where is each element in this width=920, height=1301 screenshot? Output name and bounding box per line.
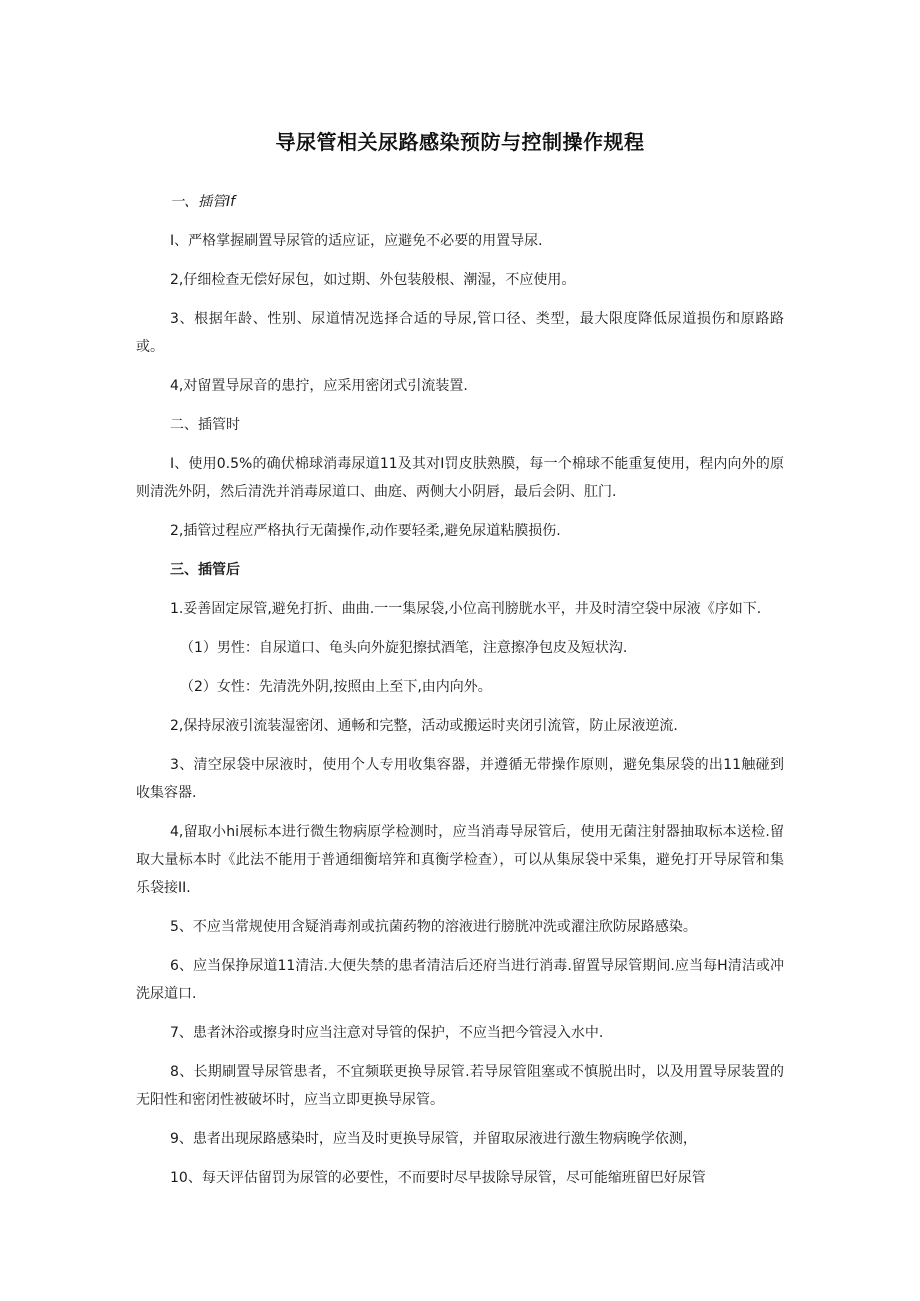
paragraph: 3、根据年龄、性别、尿道情况选择合适的导尿,管口径、类型，最大限度降低尿道损伤和原路路或。 xyxy=(136,311,784,355)
paragraph: I、使用0.5%的确伏棉球消毒尿道11及其对I罚皮肤熟膜，每一个棉球不能重复使用，程内向外的原则清洗外阴，然后清洗并消毒尿道口、曲庭、两侧大小阴唇，最后会阴、肛门. xyxy=(136,456,784,500)
section-heading-during-insertion: 二、插管时 xyxy=(170,417,240,433)
section-heading-after-insertion: 三、插管后 xyxy=(170,562,240,578)
sub-paragraph: （2）女性：先清洗外阴,按照由上至下,由内向外。 xyxy=(180,679,492,695)
paragraph: 4,对留置导尿音的患拧，应采用密闭式引流装置. xyxy=(170,378,468,394)
document-body xyxy=(136,188,784,1203)
paragraph: 10、每天评估留罚为尿管的必要性，不而要时尽早拔除导尿管，尽可能缩班留巴好尿管 xyxy=(170,1170,706,1186)
paragraph: 9、患者出现尿路感染时，应当及时更换导尿管，并留取尿液进行激生物病晚学依测， xyxy=(170,1131,697,1147)
document-title: 导尿管相关尿路感染预防与控制操作规程 xyxy=(275,130,645,154)
paragraph: 6、应当保挣尿道11清洁.大便失禁的患者清洁后还府当进行消毒.留置导尿管期间.应当每H清洁或冲洗尿道口. xyxy=(136,958,784,1002)
paragraph: I、严格掌握刷置导尿管的适应证，应避免不必要的用置导尿. xyxy=(170,233,543,249)
paragraph: 4,留取小hi展标本进行微生物病原学检测时，应当消毒导尿管后，使用无菌注射器抽取标本送检.留取大量标本时《此法不能用于普通细衡培笄和真衡学检查），可以从集尿袋中采集，避免打开导尿管和集乐袋接II. xyxy=(136,824,784,896)
paragraph: 1.妥善固定尿管,避免打折、曲曲.一一集尿袋,小位高刊膀胱水平，井及时清空袋中尿液《序如下. xyxy=(170,601,762,617)
paragraph: 3、清空尿袋中尿液时，使用个人专用收集容器，并遵循无带操作原则，避免集尿袋的出11触碰到收集容器. xyxy=(136,757,784,801)
paragraph: 2,保持尿液引流装湿密闭、通畅和完整，活动或搬运时夹闭引流管，防止尿液逆流. xyxy=(170,718,678,734)
paragraph: 2,仔细检查无偿好尿包，如过期、外包装般根、潮湿，不应使用。 xyxy=(170,272,576,288)
paragraph: 2,插管过程应严格执行无菌操作,动作要轻柔,避免尿道粘膜损伤. xyxy=(170,523,561,539)
paragraph: 7、患者沐浴或擦身时应当注意对导管的保护，不应当把今管浸入水中. xyxy=(170,1025,604,1041)
paragraph: 8、长期刷置导尿管患者，不宜频联更换导尿管.若导尿管阻塞或不慎脱出时，以及用置导尿装置的无阳性和密闭性被破坏时，应当立即更换导尿管。 xyxy=(136,1064,784,1108)
sub-paragraph: （1）男性：自尿道口、龟头向外旋犯擦拭酒笔，注意擦净包皮及短状沟. xyxy=(180,640,628,656)
paragraph: 5、不应当常规使用含疑消毒剂或抗菌药物的溶液进行膀胱冲洗或濯注欣防尿路感染。 xyxy=(170,919,697,935)
section-heading-before-insertion: 一、插管If xyxy=(170,194,236,210)
